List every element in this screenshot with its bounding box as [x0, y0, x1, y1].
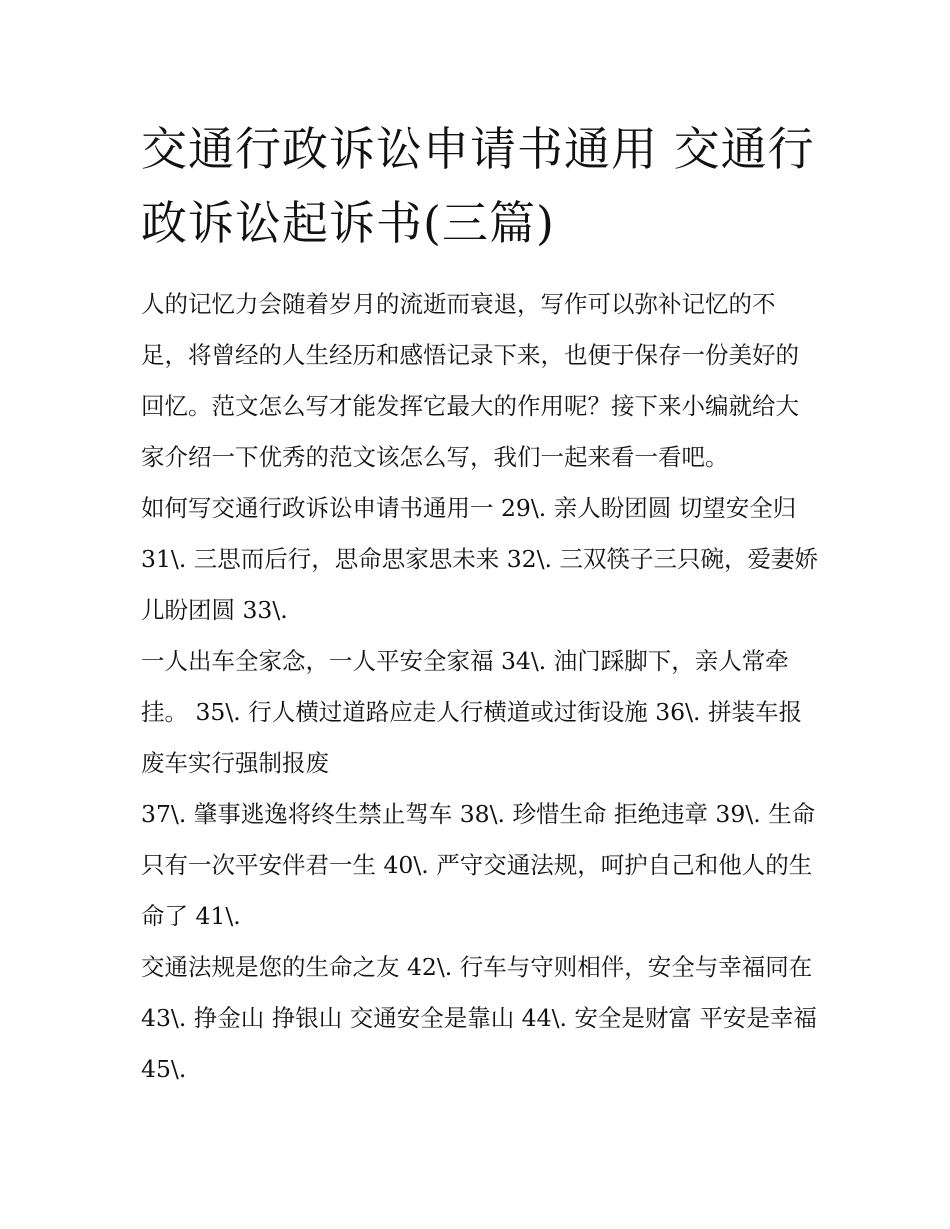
document-body [141, 279, 825, 1095]
paragraph-slogans-1: 如何写交通行政诉讼申请书通用一 29\. 亲人盼团圆 切望安全归 31\. 三思而后行，思命思家思未来 32\. 三双筷子三只碗，爱妻娇儿盼团圆 33\. [141, 494, 818, 624]
paragraph-slogans-3: 37\. 肇事逃逸将终生禁止驾车 38\. 珍惜生命 拒绝违章 39\. 生命只有一次平安伴君一生 40\. 严守交通法规，呵护自己和他人的生命了 41\. [141, 800, 816, 930]
paragraph-slogans-4: 交通法规是您的生命之友 42\. 行车与守则相伴，安全与幸福同在 43\. 挣金山 挣银山 交通安全是靠山 44\. 安全是财富 平安是幸福 45\. [141, 953, 825, 1083]
paragraph-slogans-2: 一人出车全家念，一人平安全家福 34\. 油门踩脚下，亲人常牵挂。 35\. 行人横过道路应走人行横道或过街设施 36\. 拼装车报废车实行强制报废 [141, 647, 802, 777]
document-title: 交通行政诉讼申请书通用 交通行政诉讼起诉书(三篇) [141, 122, 815, 250]
paragraph-intro: 人的记忆力会随着岁月的流逝而衰退，写作可以弥补记忆的不足，将曾经的人生经历和感悟记录下来，也便于保存一份美好的回忆。范文怎么写才能发挥它最大的作用呢？接下来小编就给大家介绍一下优秀的范文该怎么写，我们一起来看一看吧。 [141, 290, 799, 471]
